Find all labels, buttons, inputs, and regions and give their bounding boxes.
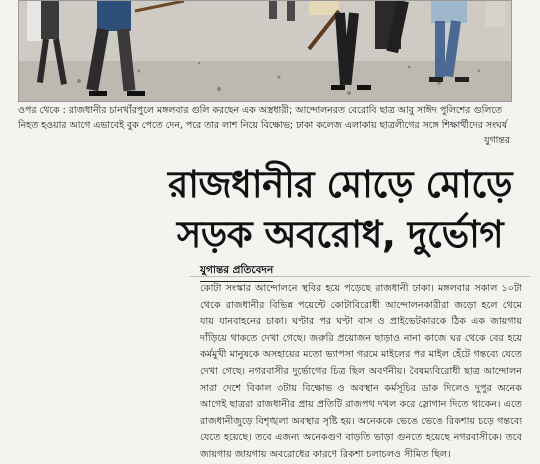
byline: যুগান্তর প্রতিবেদন — [200, 263, 273, 282]
street-protest-photo-icon — [19, 1, 511, 101]
article-headline — [150, 160, 530, 260]
headline-line-2: সড়ক অবরোধ, দুর্ভোগ — [176, 213, 504, 256]
news-photo — [18, 0, 512, 102]
headline-line-1: রাজধানীর মোড়ে মোড়ে — [167, 163, 513, 206]
photo-caption — [18, 103, 510, 148]
caption-credit: যুগান্তর — [484, 135, 510, 146]
article-body: কোটা সংস্কার আন্দোলনে স্থবির হয়ে পড়েছে রাজধানী ঢাকা। মঙ্গলবার সকাল ১০টা থেকে রাজধানীর বিভিন্ন পয়েন্টে কোটাবিরোধী আন্দোলনকারীরা জড়ো হলে থেমে যায় যানবাহনের চাকা। ঘণ্টার পর ঘণ্টা বাস ও প্রাইভেটকারকে ঠিক এক জায়গায় দাঁড়িয়ে থাকতে দেখা গেছে। জরুরি প্রয়োজন ছাড়াও নানা কাজে ঘর থেকে বের হয়ে কর্মমুখী মানুষকে অসহায়ের মতো ভ্যাপসা গরমে মাইলের পর মাইল হেঁটে গন্তব্যে যেতে দেখা গেছে। নগরবাসীর দুর্ভোগের চিত্র ছিল অবর্ণনীয়। বৈষম্যবিরোধী ছাত্র আন্দোলন সারা দেশে বিকাল ৩টায় বিক্ষোভ ও অবস্থান কর্মসূচির ডাক দিলেও দুপুর অনেক আগেই ছাত্ররা রাজধানীর প্রায় প্রতিটি রাজপথ দখল করে স্লোগান দিতে থাকেন। এতে রাজধানীজুড়ে বিশৃঙ্খলা অবস্থার সৃষ্টি হয়। অনেককে ভেঙে ভেঙে রিকশায় চড়ে গন্তব্যে যেতে হয়েছে। তবে এজন্য অনেকগুণ বাড়তি ভাড়া গুনতে হয়েছে নগরবাসীকে। তবে জায়গায় জায়গায় অবরোধের কারণে রিকশা চলাচলও সীমিত ছিল। — [200, 283, 522, 460]
caption-text: ওপর থেকে : রাজধানীর চানখাঁরপুলে মঙ্গলবার গুলি করছেন এক অস্ত্রধারী; আন্দোলনরত বেরোবি ছাত্র আবু সাঈদ পুলিশের গুলিতে নিহত হওয়ার আগে এভাবেই বুক পেতে দেন, পরে তার লাশ নিয়ে বিক্ষোভ; ঢাকা কলেজ এলাকায় ছাত্রলীগের সঙ্গে শিক্ষার্থীদের সংঘর্ষ — [18, 105, 508, 131]
